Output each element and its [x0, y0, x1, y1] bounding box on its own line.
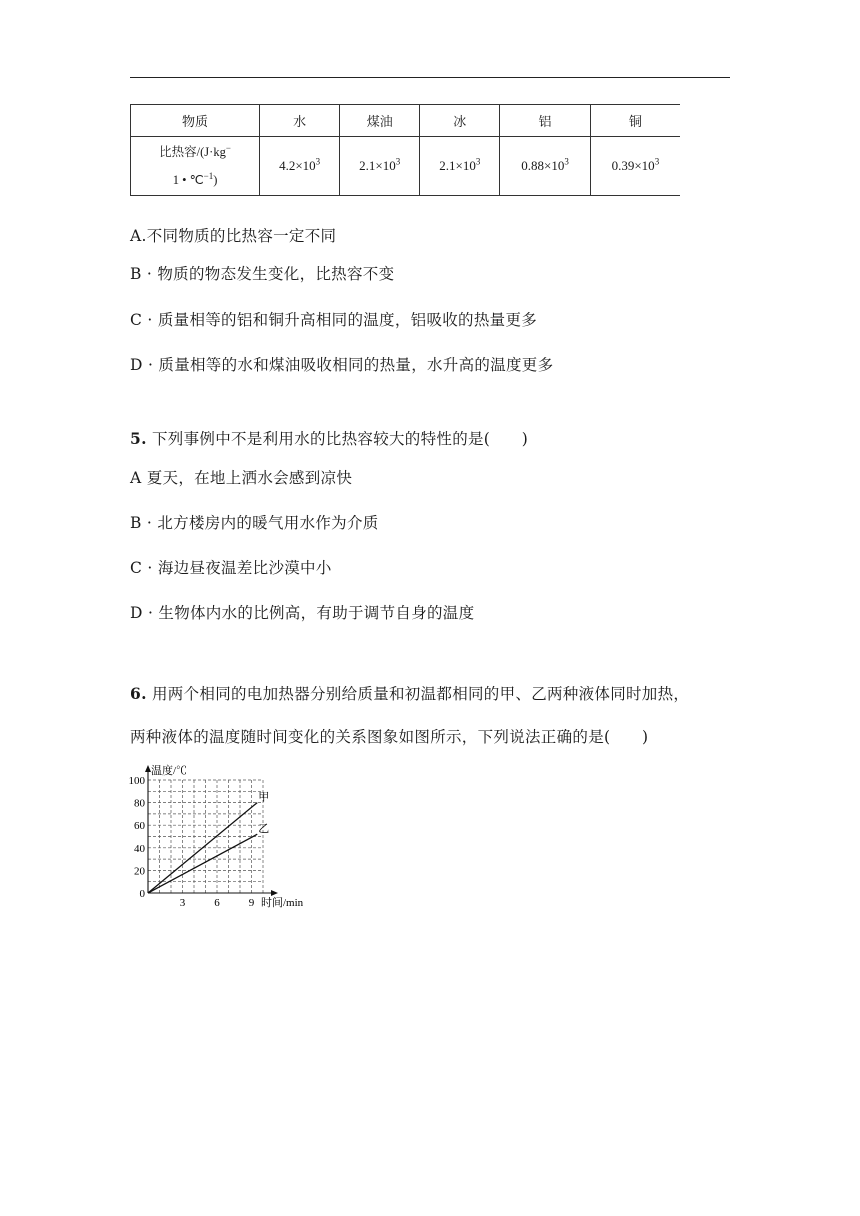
x-axis-arrow	[271, 890, 278, 896]
table-header-label: 物质	[131, 105, 260, 137]
specific-heat-table	[130, 104, 680, 196]
q6-stem-line1: 6. 用两个相同的电加热器分别给质量和初温都相同的甲、乙两种液体同时加热，	[130, 684, 690, 703]
q4-option-c: C · 质量相等的铝和铜升高相同的温度，铝吸收的热量更多	[130, 311, 538, 329]
q4-option-d: D · 质量相等的水和煤油吸收相同的热量，水升高的温度更多	[130, 356, 554, 374]
table-header-row	[131, 105, 681, 137]
x-tick-label: 6	[214, 897, 220, 909]
table-value-cell: $0.88\times 10^3$	[500, 137, 590, 196]
chart-x-label: 时间/min	[261, 897, 304, 909]
q6-stem-line2: 两种液体的温度随时间变化的关系图象如图所示，下列说法正确的是( )	[130, 728, 649, 746]
chart-series	[148, 791, 269, 893]
table-value-cell: $0.39\times 10^3$	[590, 137, 680, 196]
y-tick-label: 0	[139, 888, 145, 900]
q4-option-b: B · 物质的物态发生变化，比热容不变	[130, 265, 395, 283]
q6-number: 6.	[130, 684, 147, 703]
series-label: 甲	[258, 791, 270, 804]
y-tick-label: 40	[134, 842, 145, 855]
table-header-cell: 铜	[590, 105, 680, 137]
chart-grid	[148, 780, 263, 893]
chart-y-label: 温度/℃	[151, 765, 188, 777]
table-value-cell: $2.1\times 10^3$	[420, 137, 500, 196]
table-header-cell: 铝	[500, 105, 590, 137]
series-label: 乙	[258, 823, 270, 836]
chart-ticks	[129, 775, 255, 909]
table-value-row	[131, 137, 681, 196]
q5-stem: 5. 下列事例中不是利用水的比热容较大的特性的是( )	[130, 429, 529, 448]
q5-option-d: D · 生物体内水的比例高，有助于调节自身的温度	[130, 604, 475, 622]
x-tick-label: 9	[248, 897, 255, 909]
q5-number: 5.	[130, 429, 147, 448]
q5-option-a: A 夏天，在地上洒水会感到凉快	[130, 469, 353, 487]
table-header-cell: 煤油	[340, 105, 420, 137]
x-tick-label: 3	[179, 897, 186, 909]
y-tick-label: 60	[134, 820, 145, 833]
series-line	[148, 834, 257, 893]
table-header-cell: 冰	[420, 105, 500, 137]
header-rule	[130, 77, 730, 78]
q5-option-b: B · 北方楼房内的暖气用水作为介质	[130, 514, 379, 532]
q5-option-c: C · 海边昼夜温差比沙漠中小	[130, 559, 332, 577]
table-value-cell: $2.1\times 10^3$	[340, 137, 420, 196]
table-header-cell: 水	[260, 105, 340, 137]
y-tick-label: 20	[134, 865, 145, 878]
q4-option-a: A.不同物质的比热容一定不同	[130, 227, 337, 245]
y-tick-label: 100	[128, 775, 145, 787]
temperature-time-chart	[118, 758, 338, 913]
table-row-label: 比热容/(J·kg− 1 • ℃$^{-1}$)	[131, 137, 260, 196]
table-value-cell: $4.2\times 10^3$	[260, 137, 340, 196]
y-tick-label: 80	[134, 797, 145, 810]
